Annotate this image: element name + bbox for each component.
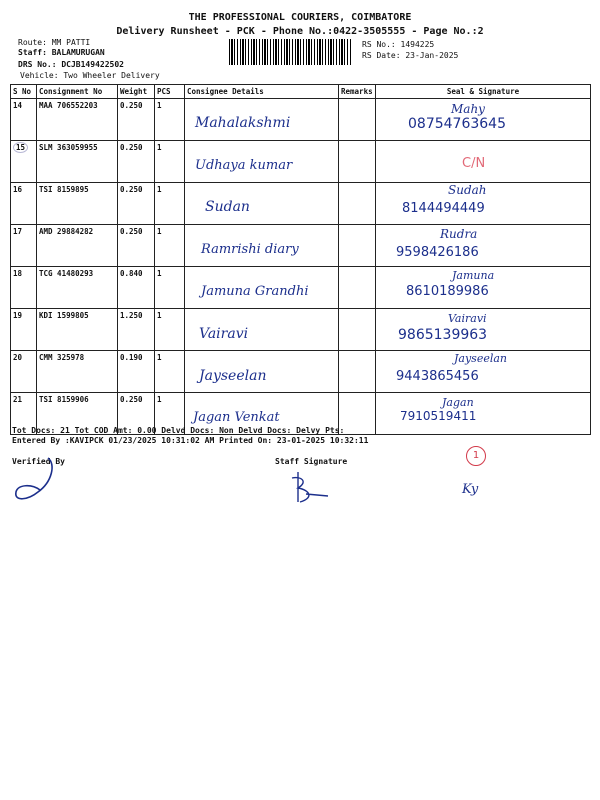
cell-signature <box>376 393 591 435</box>
staff-signature-scribble <box>288 468 336 508</box>
cell-consignee <box>185 99 339 141</box>
signature-phone: 9865139963 <box>398 327 488 343</box>
totals-line: Tot Docs: 21 Tot COD Amt: 0.00 Delvd Docs: Non Delvd Docs: Delvy Pts: <box>12 426 345 435</box>
signature-name: Jamuna <box>452 269 495 282</box>
cell-signature <box>376 225 591 267</box>
cell-remarks <box>339 141 376 183</box>
cell-weight: 0.250 <box>118 183 155 225</box>
cell-consignment: SLM 363059955 <box>37 141 118 183</box>
cell-consignment: MAA 706552203 <box>37 99 118 141</box>
col-weight: Weight <box>118 85 155 99</box>
cell-pcs: 1 <box>155 141 185 183</box>
table-header-row <box>11 85 591 99</box>
handwritten-name: Sudan <box>205 199 250 215</box>
col-remarks: Remarks <box>339 85 376 99</box>
cell-sno: 14 <box>11 99 37 141</box>
rs-date: RS Date: 23-Jan-2025 <box>362 51 459 60</box>
cell-pcs: 1 <box>155 183 185 225</box>
col-consignment: Consignment No <box>37 85 118 99</box>
cell-consignee <box>185 225 339 267</box>
cell-remarks <box>339 99 376 141</box>
company-title: THE PROFESSIONAL COURIERS, COIMBATORE <box>188 12 412 23</box>
cell-sno: 17 <box>11 225 37 267</box>
signature-name: Mahy <box>451 102 485 116</box>
signature-name: Jayseelan <box>454 352 508 365</box>
cell-remarks <box>339 267 376 309</box>
signature-phone: 08754763645 <box>408 116 506 132</box>
cell-pcs: 1 <box>155 309 185 351</box>
signature-phone: 9598426186 <box>396 245 479 260</box>
entered-by-line: Entered By :KAVIPCK 01/23/2025 10:31:02 AM Printed On: 23-01-2025 10:32:11 <box>12 436 369 445</box>
cell-sno: 19 <box>11 309 37 351</box>
signature-name: Vairavi <box>448 312 487 325</box>
cell-signature <box>376 183 591 225</box>
signature-phone: 9443865456 <box>396 369 479 384</box>
signature-name: Jagan <box>442 396 474 409</box>
table-row <box>11 141 591 183</box>
cell-sno: 18 <box>11 267 37 309</box>
cell-consignee <box>185 141 339 183</box>
cell-consignment: KDI 1599805 <box>37 309 118 351</box>
signature-name: Sudah <box>448 183 487 197</box>
runsheet-subtitle: Delivery Runsheet - PCK - Phone No.:0422-3505555 - Page No.:2 <box>116 26 484 37</box>
cell-sno <box>11 141 37 183</box>
cell-weight: 0.250 <box>118 99 155 141</box>
handwritten-name: Jamuna Grandhi <box>201 284 309 299</box>
cell-pcs: 1 <box>155 351 185 393</box>
table-row <box>11 267 591 309</box>
col-sno: S No <box>11 85 37 99</box>
col-seal-signature: Seal & Signature <box>376 85 591 99</box>
handwritten-name: Jayseelan <box>199 368 267 384</box>
cell-sno: 20 <box>11 351 37 393</box>
staff-label: Staff: BALAMURUGAN <box>18 48 105 57</box>
cell-consignee <box>185 267 339 309</box>
cell-consignment: TSI 8159895 <box>37 183 118 225</box>
cell-consignment: TCG 41480293 <box>37 267 118 309</box>
signature-name: Rudra <box>440 227 478 241</box>
cell-pcs: 1 <box>155 225 185 267</box>
cell-signature <box>376 309 591 351</box>
signature-phone: 8610189986 <box>406 284 489 299</box>
col-pcs: PCS <box>155 85 185 99</box>
staff-signature-label: Staff Signature <box>275 457 348 466</box>
cell-pcs: 1 <box>155 393 185 435</box>
cell-signature <box>376 99 591 141</box>
red-circle-mark: 1 <box>466 446 486 466</box>
cell-sno: 16 <box>11 183 37 225</box>
circled-sno: 15 <box>13 142 28 153</box>
barcode <box>229 39 351 65</box>
cell-remarks <box>339 351 376 393</box>
runsheet-table <box>10 84 591 435</box>
handwritten-name: Ramrishi diary <box>201 242 299 257</box>
cell-weight: 0.840 <box>118 267 155 309</box>
cell-sno: 21 <box>11 393 37 435</box>
cell-weight: 0.250 <box>118 225 155 267</box>
table-row <box>11 309 591 351</box>
cell-consignment: AMD 29884282 <box>37 225 118 267</box>
cell-consignee <box>185 351 339 393</box>
cell-consignee <box>185 183 339 225</box>
cell-pcs: 1 <box>155 267 185 309</box>
cell-signature <box>376 267 591 309</box>
red-cn-mark: C/N <box>462 156 486 171</box>
verified-signature-scribble <box>8 452 68 512</box>
table-row <box>11 351 591 393</box>
cell-weight: 0.250 <box>118 141 155 183</box>
handwritten-name: Udhaya kumar <box>195 158 293 173</box>
cell-consignee <box>185 309 339 351</box>
vehicle-label: Vehicle: Two Wheeler Delivery <box>20 71 160 80</box>
rs-number: RS No.: 1494225 <box>362 40 435 49</box>
cell-consignment: TSI 8159906 <box>37 393 118 435</box>
cell-weight: 1.250 <box>118 309 155 351</box>
route-label: Route: MM PATTI <box>18 38 91 47</box>
signature-phone: 7910519411 <box>400 409 477 423</box>
cell-consignment: CMM 325978 <box>37 351 118 393</box>
cell-remarks <box>339 309 376 351</box>
table-row <box>11 183 591 225</box>
cell-pcs: 1 <box>155 99 185 141</box>
cell-weight: 0.250 <box>118 393 155 435</box>
table-row <box>11 99 591 141</box>
handwritten-name: Jagan Venkat <box>193 410 280 425</box>
cell-weight: 0.190 <box>118 351 155 393</box>
col-consignee: Consignee Details <box>185 85 339 99</box>
table-row <box>11 225 591 267</box>
verified-by-label: Verified By <box>12 457 65 466</box>
cell-signature <box>376 351 591 393</box>
initials-signature: Ky <box>462 482 479 497</box>
cell-remarks <box>339 183 376 225</box>
cell-signature <box>376 141 591 183</box>
drs-number: DRS No.: DCJB149422502 <box>18 60 124 69</box>
handwritten-name: Vairavi <box>199 326 249 342</box>
cell-remarks <box>339 225 376 267</box>
handwritten-name: Mahalakshmi <box>195 115 291 131</box>
signature-phone: 8144494449 <box>402 201 485 216</box>
